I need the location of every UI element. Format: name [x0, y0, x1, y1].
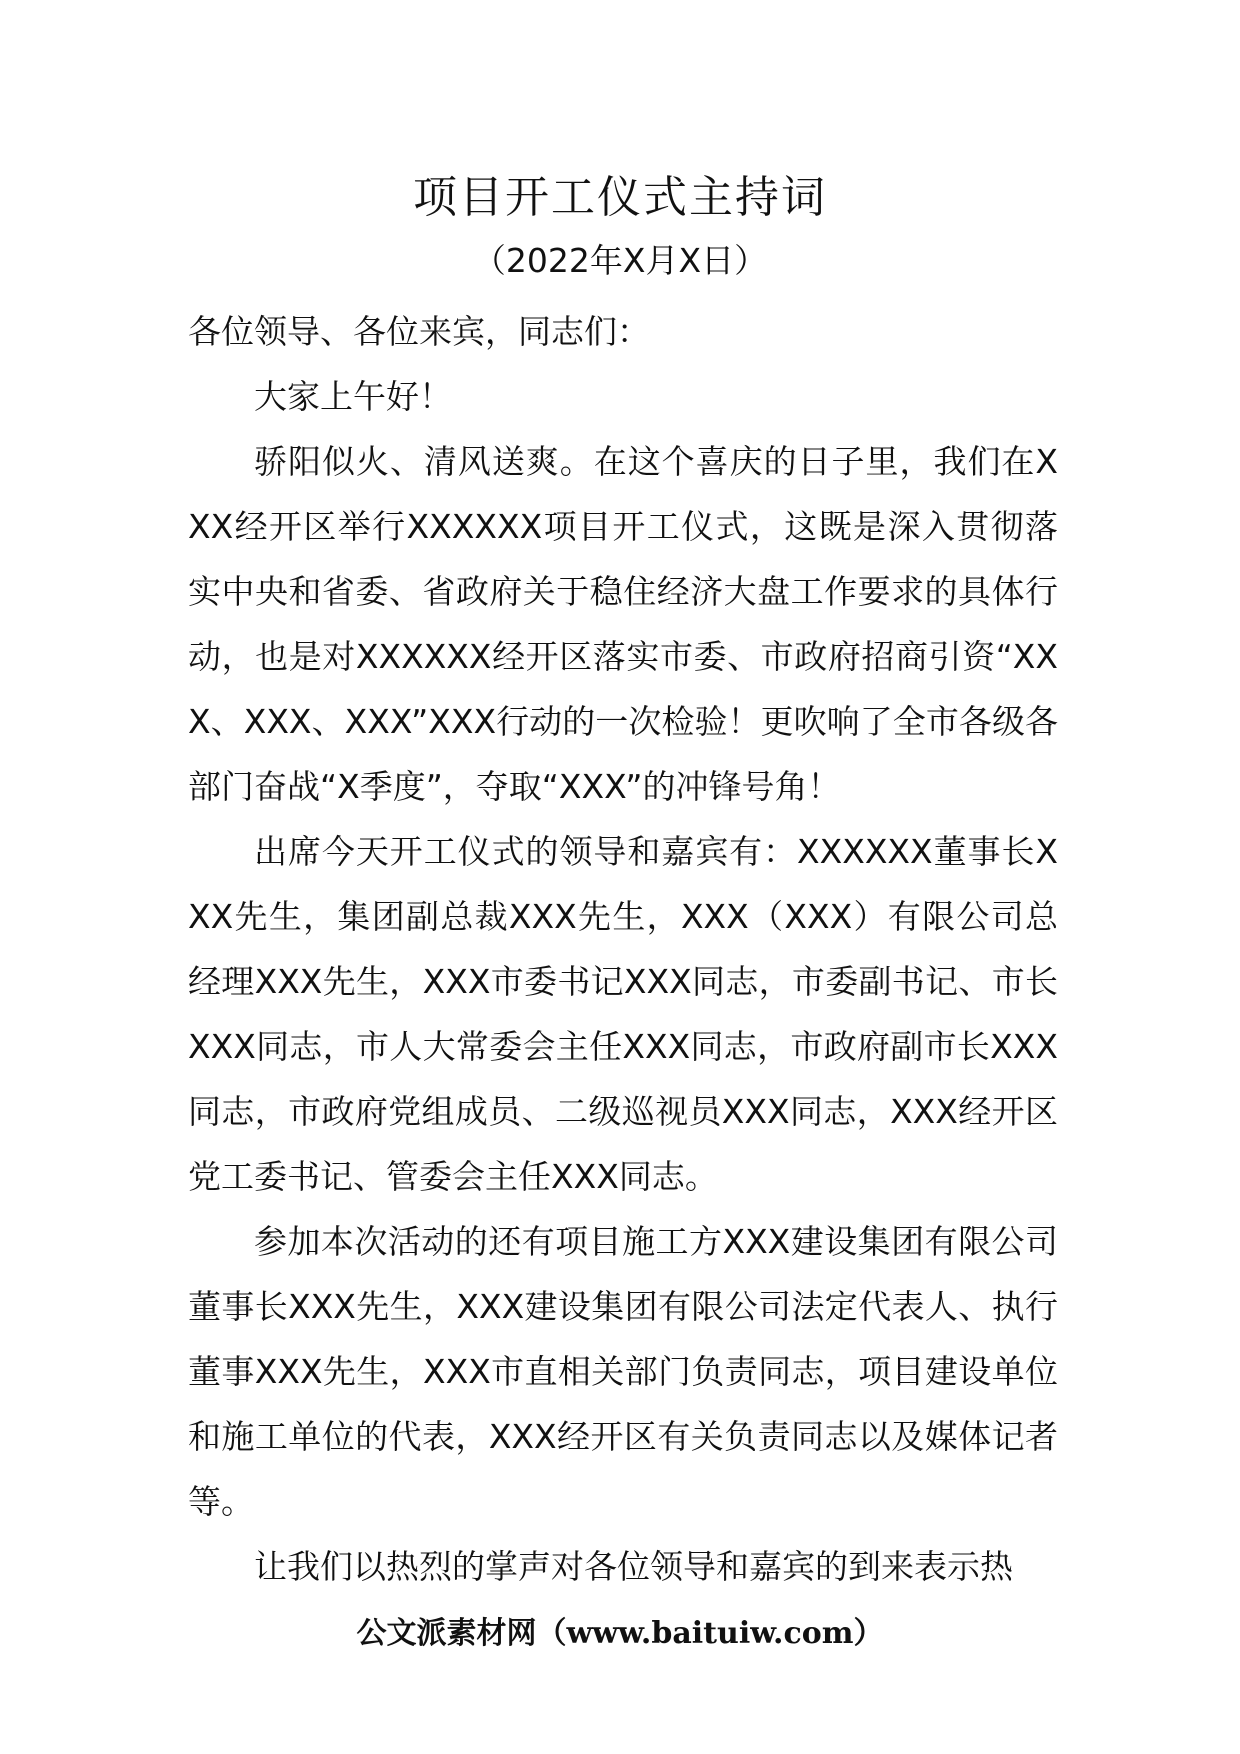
paragraph-attending-leaders: 出席今天开工仪式的领导和嘉宾有：XXXXXX董事长XXX先生，集团副总裁XXX先生，XXX（XXX）有限公司总经理XXX先生，XXX市委书记XXX同志，市委副书记、市长XXX同志，市人大常委会主任XXX同志，市政府副市长XXX同志，市政府党组成员、二级巡视员XXX同志，XXX经开区党工委书记、管委会主任XXX同志。 [188, 832, 1058, 1196]
paragraph-opening: 骄阳似火、清风送爽。在这个喜庆的日子里，我们在XXX经开区举行XXXXXX项目开工仪式，这既是深入贯彻落实中央和省委、省政府关于稳住经济大盘工作要求的具体行动，也是对XXXXXX经开区落实市委、市政府招商引资“XXX、XXX、XXX”XXX行动的一次检验！更吹响了全市各级各部门奋战“X季度”，夺取“XXX”的冲锋号角！ [188, 442, 1058, 806]
document-body [188, 299, 1058, 1599]
footer-watermark: 公文派素材网（www.baituiw.com） [356, 1616, 884, 1651]
paragraph-welcome: 让我们以热烈的掌声对各位领导和嘉宾的到来表示热 [254, 1547, 1013, 1586]
document-date: （2022年X月X日） [472, 241, 768, 280]
document-title: 项目开工仪式主持词 [413, 172, 827, 223]
salutation: 各位领导、各位来宾，同志们： [188, 312, 650, 351]
paragraph-greeting: 大家上午好！ [254, 377, 452, 416]
paragraph-other-participants: 参加本次活动的还有项目施工方XXX建设集团有限公司董事长XXX先生，XXX建设集团有限公司法定代表人、执行董事XXX先生，XXX市直相关部门负责同志，项目建设单位和施工单位的代表，XXX经开区有关负责同志以及媒体记者等。 [188, 1222, 1058, 1521]
